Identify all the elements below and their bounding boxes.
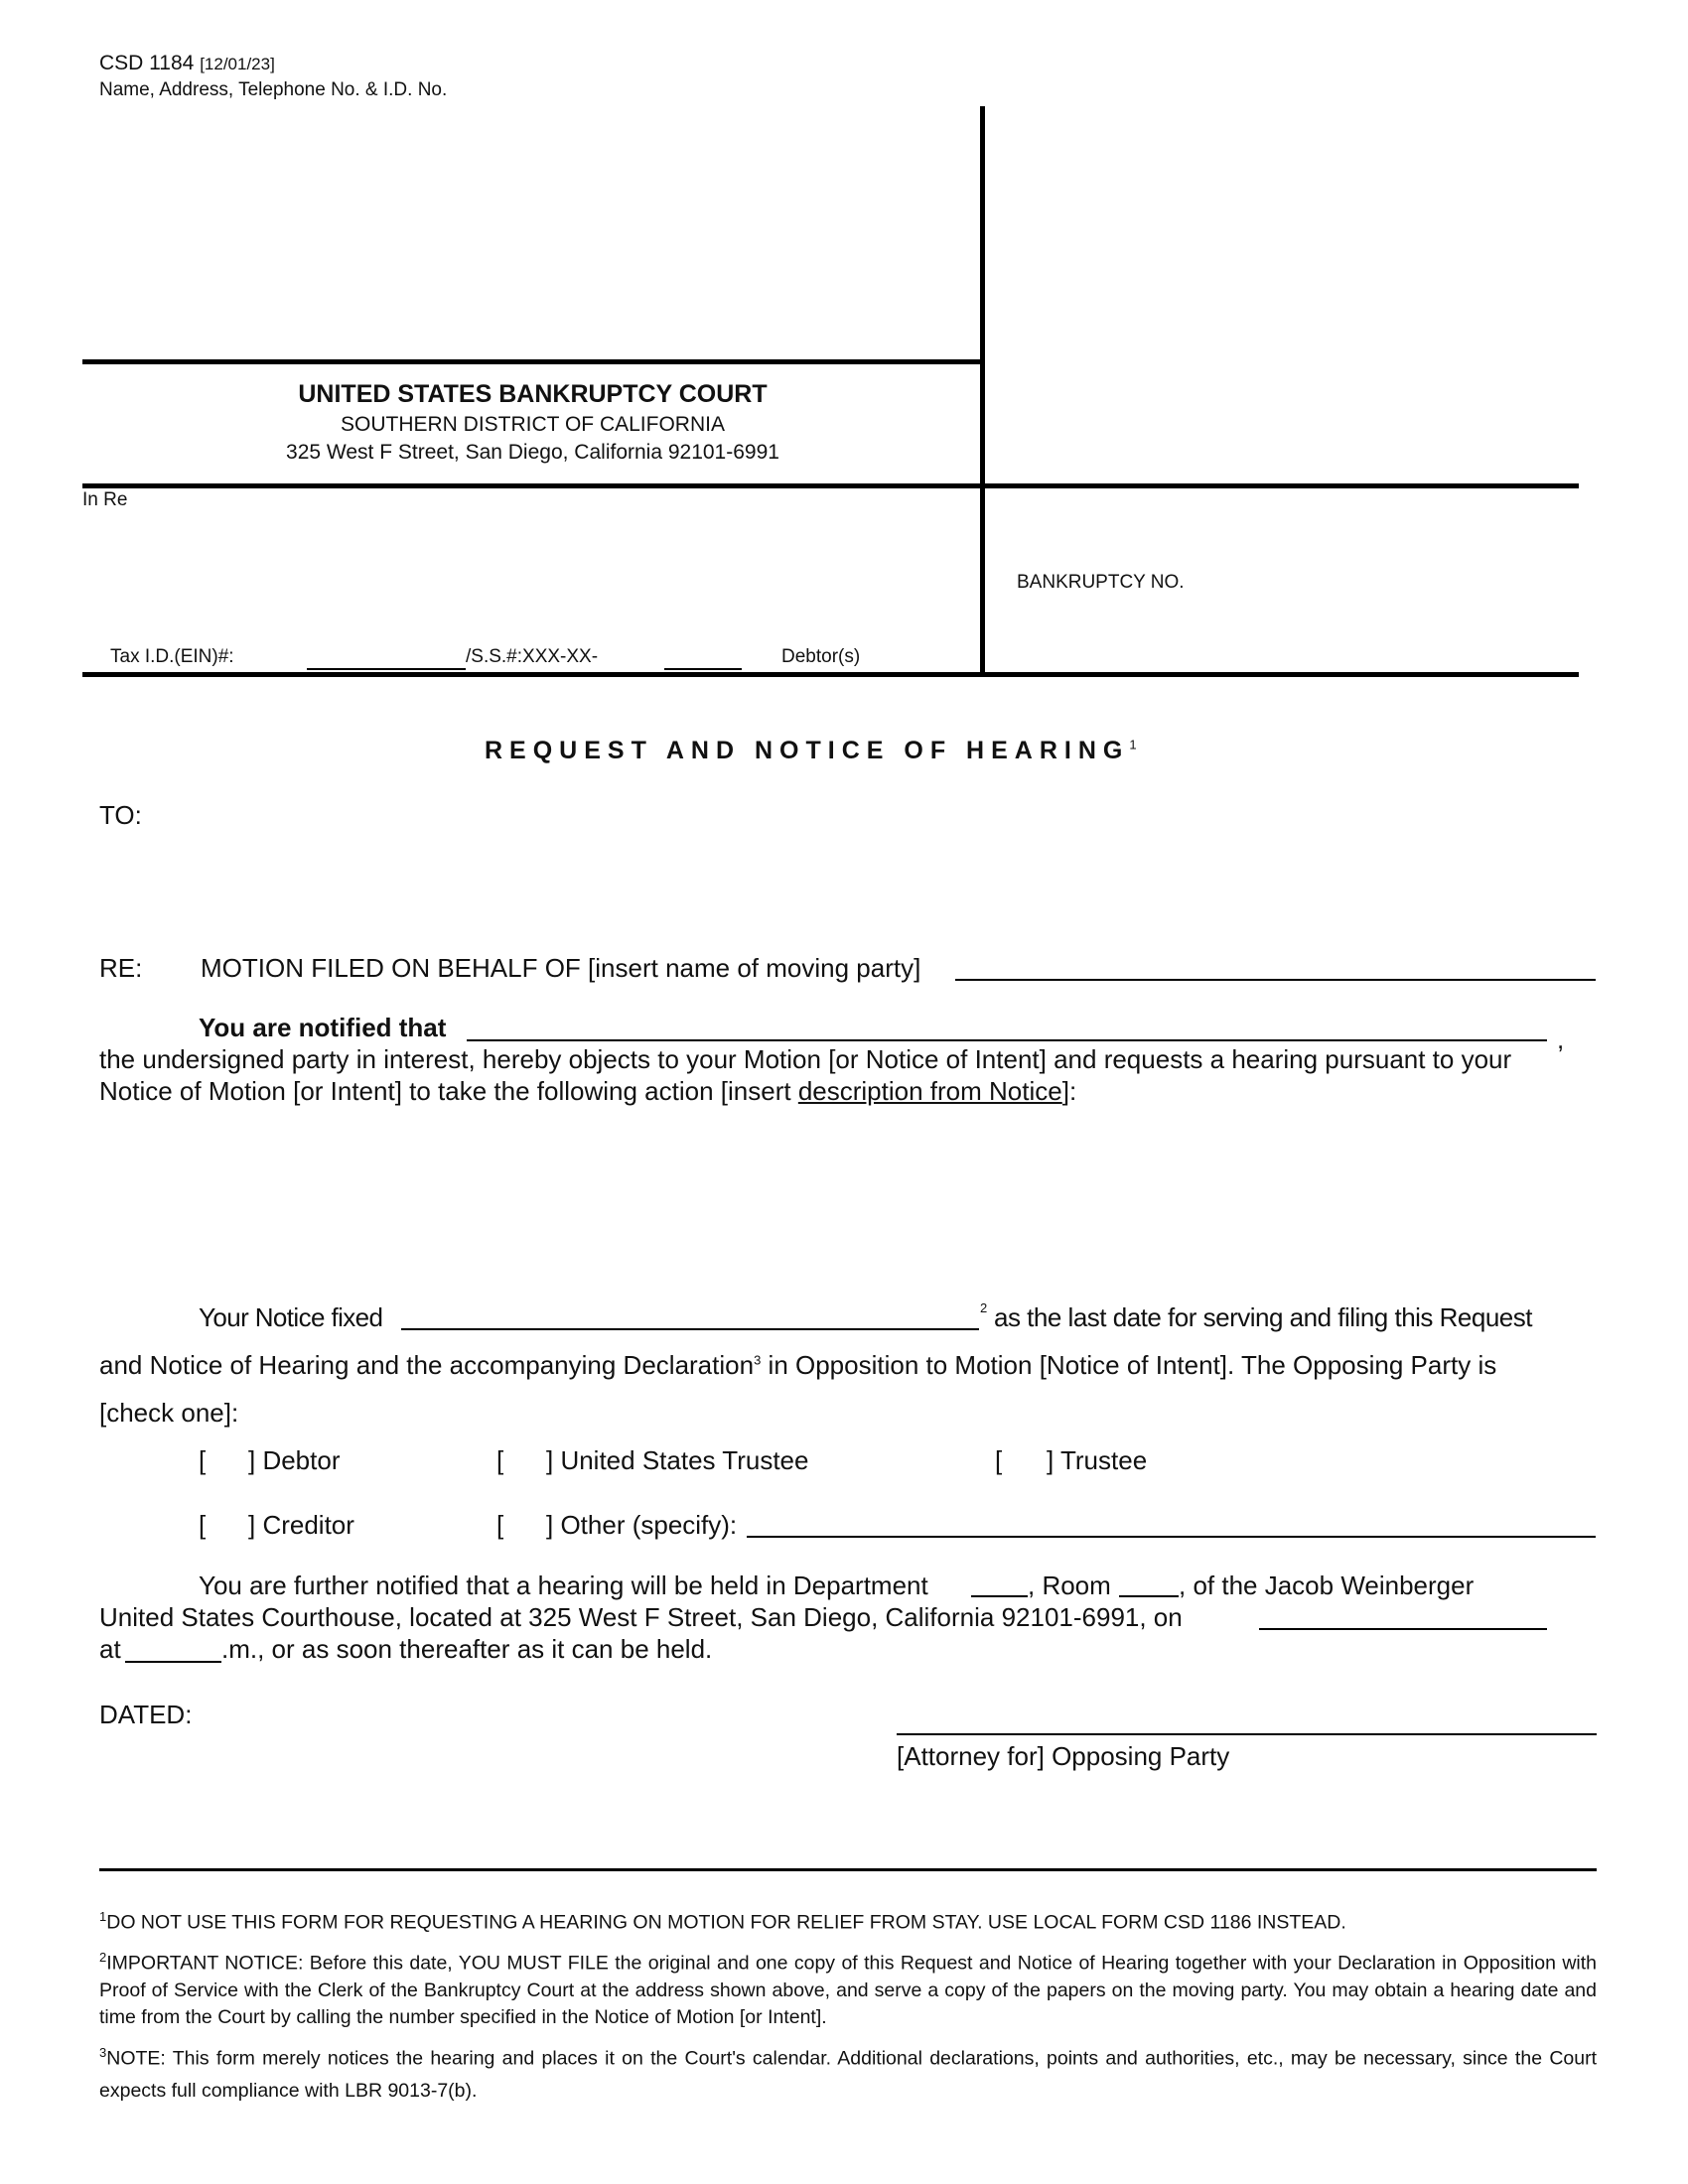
footnote-1: $^1$DO NOT USE THIS FORM FOR REQUESTING A HEARING ON MOTION FOR RELIEF FROM STAY. USE LOCAL FORM CSD 1186 INSTEAD. bbox=[99, 1909, 1346, 1934]
option-ust-label: ] United States Trustee bbox=[546, 1445, 809, 1475]
department-blank[interactable] bbox=[971, 1595, 1028, 1597]
notice-fixed-footnote-ref: 2 bbox=[980, 1300, 988, 1315]
option-debtor-label: ] Debtor bbox=[248, 1445, 341, 1475]
notice-fixed-tail: as the last date for serving and filing this Request bbox=[994, 1302, 1532, 1332]
in-re-top-rule bbox=[82, 483, 1579, 488]
debtors-label: Debtor(s) bbox=[781, 646, 861, 667]
to-label: TO: bbox=[99, 800, 142, 830]
checkbox-ust[interactable]: [ bbox=[496, 1445, 504, 1475]
title-footnote-ref: 1 bbox=[1129, 737, 1137, 752]
re-text: MOTION FILED ON BEHALF OF [insert name of moving party] bbox=[201, 953, 921, 983]
notified-line-3: Notice of Motion [or Intent] to take the following action [insert description from Notice]: bbox=[99, 1076, 1077, 1106]
notified-line-2: the undersigned party in interest, hereby objects to your Motion [or Notice of Intent] and requests a hearing pursuant to your bbox=[99, 1044, 1512, 1074]
tax-id-blank[interactable] bbox=[307, 668, 466, 670]
moving-party-blank[interactable] bbox=[955, 979, 1596, 981]
option-creditor-label: ] Creditor bbox=[248, 1510, 354, 1540]
hearing-line-1-a: You are further notified that a hearing will be held in Department bbox=[199, 1570, 928, 1600]
option-other-label: ] Other (specify): bbox=[546, 1510, 738, 1540]
footnote-3: $^3$NOTE: This form merely notices the hearing and places it on the Court's calendar. Additional declarations, points and authorities, etc., may be necessary, since the Court expects full compliance with LBR 9013-7(b). bbox=[99, 2045, 1597, 2102]
court-address: 325 West F Street, San Diego, California 92101-6991 bbox=[286, 441, 779, 464]
objecting-party-blank[interactable] bbox=[467, 1039, 1547, 1041]
court-block bbox=[82, 377, 983, 467]
option-trustee-label: ] Trustee bbox=[1047, 1445, 1148, 1475]
document-title: REQUEST AND NOTICE OF HEARING$^1$ bbox=[485, 737, 1137, 764]
hearing-date-blank[interactable] bbox=[1259, 1628, 1547, 1630]
notified-comma: , bbox=[1557, 1024, 1565, 1054]
room-blank[interactable] bbox=[1119, 1595, 1179, 1597]
other-specify-blank[interactable] bbox=[747, 1536, 1596, 1538]
notified-lead: You are notified that bbox=[199, 1013, 447, 1042]
notice-fixed-lead: Your Notice fixed bbox=[199, 1302, 383, 1332]
hearing-line-1-b: , Room bbox=[1028, 1570, 1111, 1600]
form-code: CSD 1184 [12/01/23] bbox=[99, 52, 275, 74]
checkbox-other[interactable]: [ bbox=[496, 1510, 504, 1540]
name-address-label: Name, Address, Telephone No. & I.D. No. bbox=[99, 79, 448, 100]
notice-fixed-line-2: and Notice of Hearing and the accompanying Declaration$^3$ in Opposition to Motion [Notice of Intent]. The Opposing Party is bbox=[99, 1350, 1497, 1380]
in-re-label: In Re bbox=[82, 489, 128, 510]
re-label: RE: bbox=[99, 953, 143, 983]
checkbox-creditor[interactable]: [ bbox=[199, 1510, 207, 1540]
court-district: SOUTHERN DISTRICT OF CALIFORNIA bbox=[341, 413, 725, 436]
caption-bottom-rule bbox=[82, 672, 1579, 677]
notice-fixed-line-3: [check one]: bbox=[99, 1398, 239, 1428]
last-date-blank[interactable] bbox=[401, 1328, 979, 1330]
bankruptcy-no-label: BANKRUPTCY NO. bbox=[1017, 572, 1185, 593]
hearing-time-blank[interactable] bbox=[125, 1661, 221, 1663]
court-name: UNITED STATES BANKRUPTCY COURT bbox=[298, 380, 768, 408]
signature-line[interactable] bbox=[897, 1733, 1597, 1735]
hearing-line-1-c: , of the Jacob Weinberger bbox=[1179, 1570, 1475, 1600]
ss-blank[interactable] bbox=[664, 668, 742, 670]
hearing-line-3-b: .m., or as soon thereafter as it can be held. bbox=[221, 1634, 713, 1664]
hearing-line-3-a: at bbox=[99, 1634, 121, 1664]
checkbox-debtor[interactable]: [ bbox=[199, 1445, 207, 1475]
court-top-rule bbox=[82, 359, 983, 364]
footnote-2: $^2$IMPORTANT NOTICE: Before this date, YOU MUST FILE the original and one copy of this Request and Notice of Hearing together with your Declaration in Opposition with Proof of Service with the Clerk of the Bankruptcy Court at the address shown above, and serve a copy of the papers on the moving party. You may obtain a hearing date and time from the Court by calling the number specified in the Notice of Motion [or Intent]. bbox=[99, 1950, 1597, 2028]
hearing-line-2: United States Courthouse, located at 325 West F Street, San Diego, California 92101-6991, on bbox=[99, 1602, 1183, 1632]
checkbox-trustee[interactable]: [ bbox=[995, 1445, 1003, 1475]
tax-id-label: Tax I.D.(EIN)#: bbox=[110, 646, 234, 667]
signature-label: [Attorney for] Opposing Party bbox=[897, 1741, 1230, 1771]
dated-label: DATED: bbox=[99, 1700, 193, 1729]
footnote-rule bbox=[99, 1868, 1597, 1871]
form-date: [12/01/23] bbox=[200, 55, 275, 73]
ss-label: /S.S.#:XXX-XX- bbox=[466, 646, 599, 667]
